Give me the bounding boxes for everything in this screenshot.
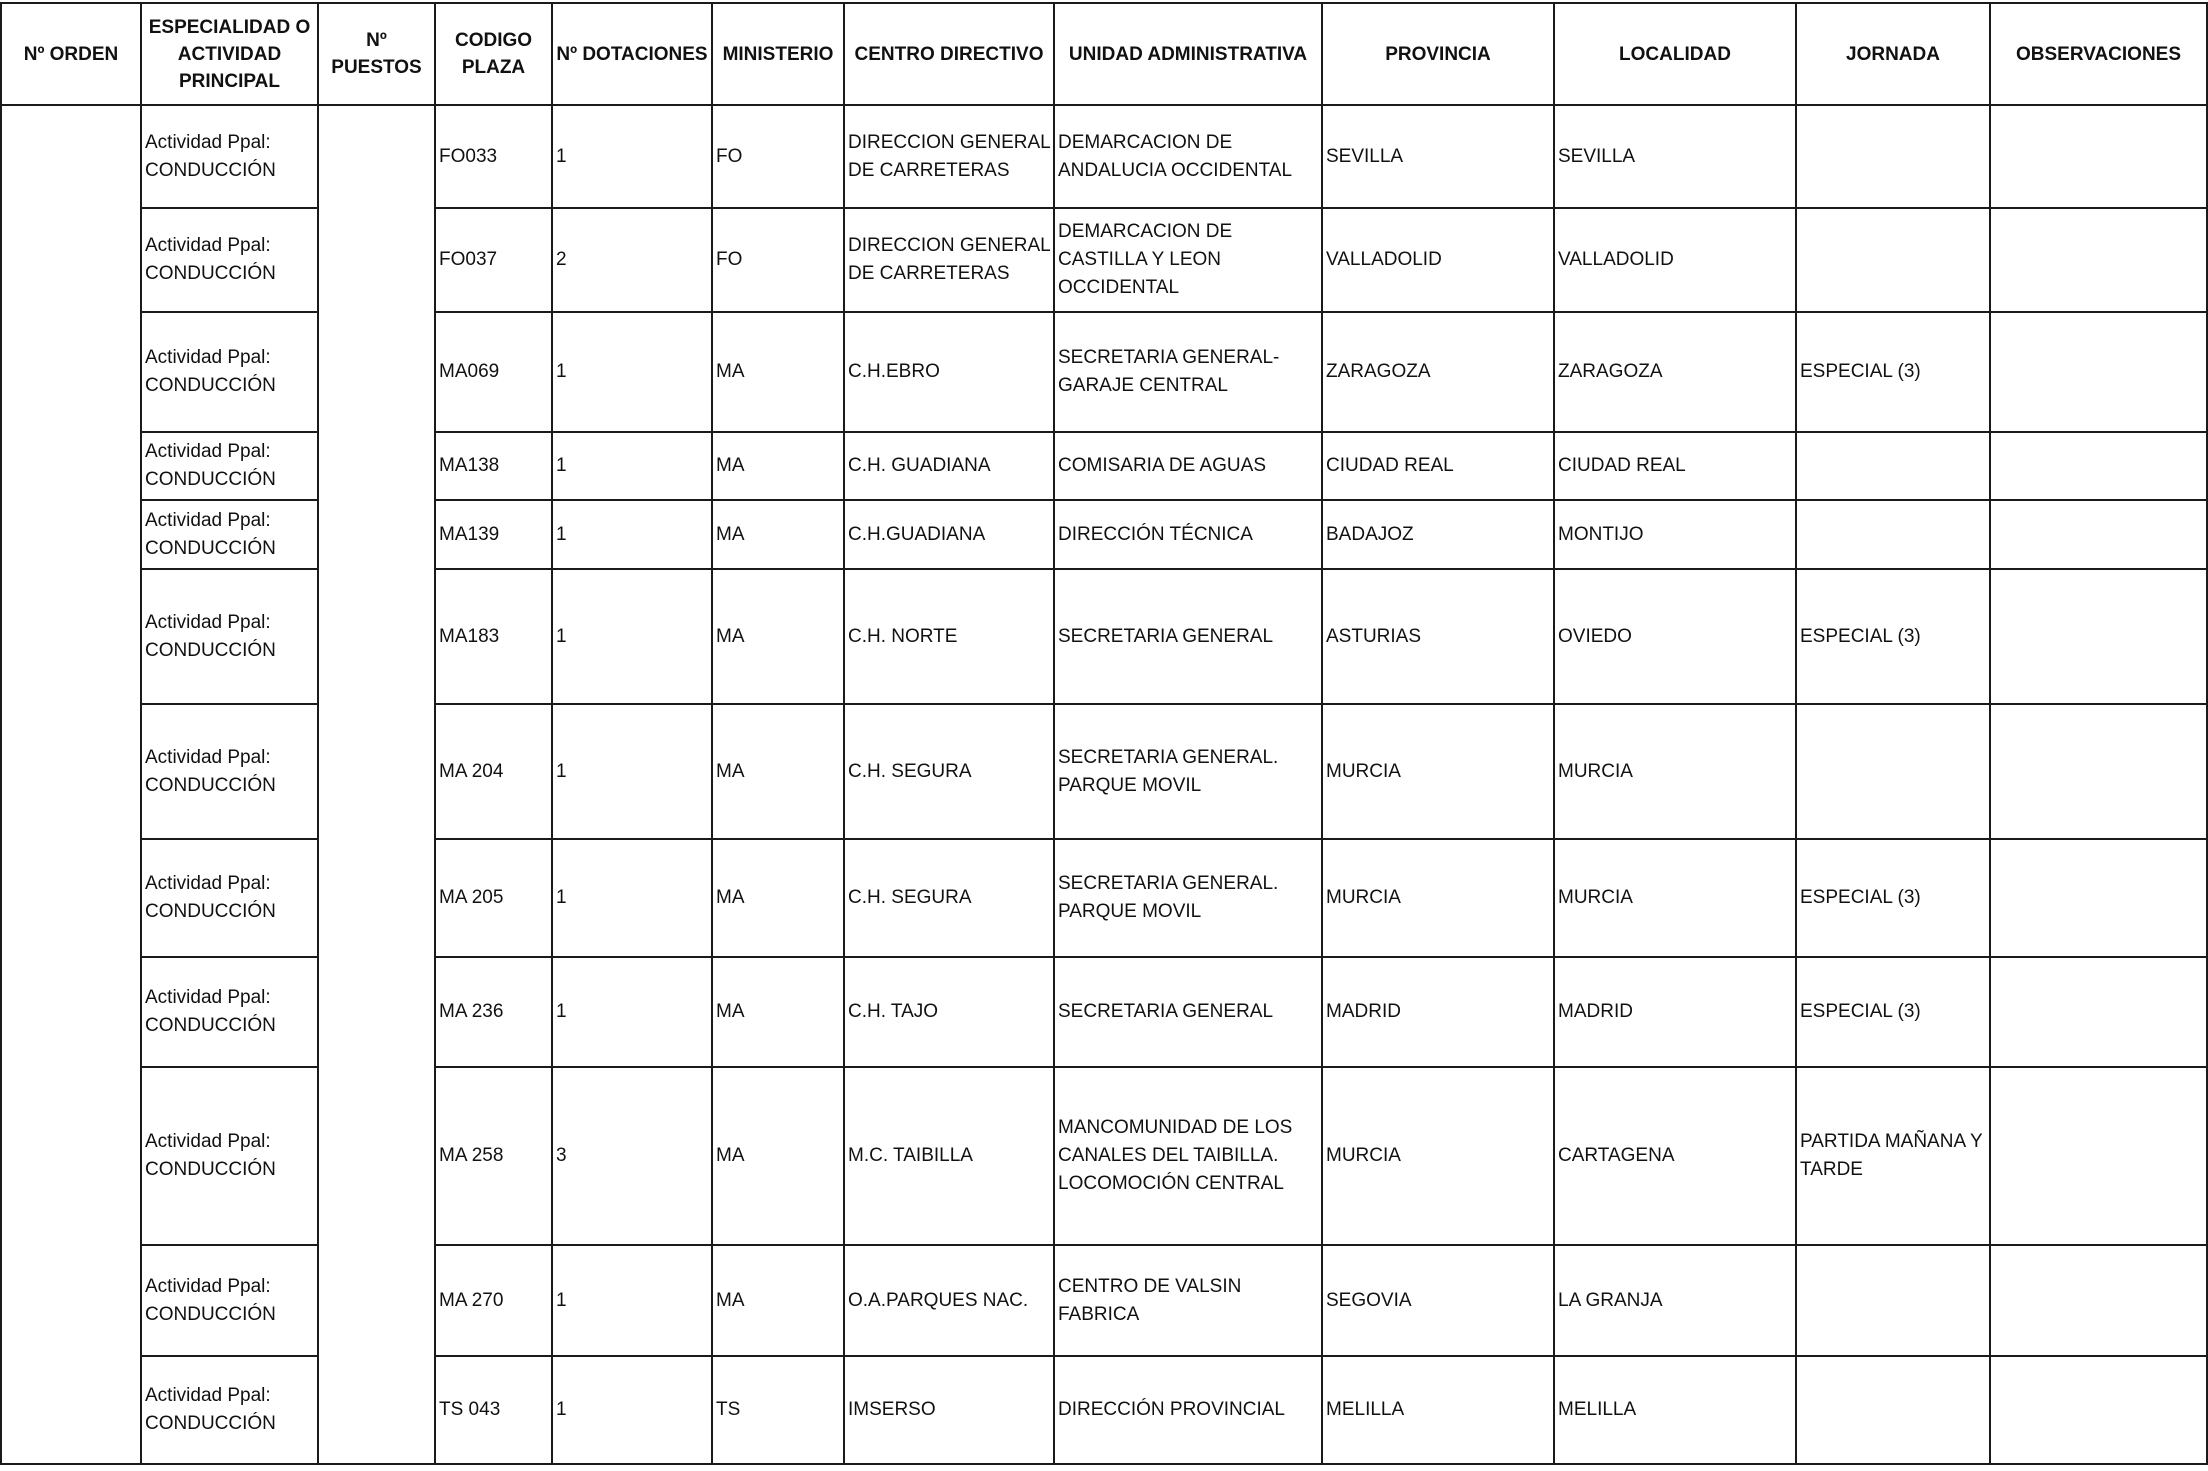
unidad-administrativa-cell: CENTRO DE VALSIN FABRICA	[1054, 1245, 1322, 1356]
centro-directivo-cell: C.H.GUADIANA	[844, 500, 1054, 569]
localidad-cell: MONTIJO	[1554, 500, 1796, 569]
centro-directivo-cell: DIRECCION GENERAL DE CARRETERAS	[844, 105, 1054, 208]
observaciones-cell	[1990, 957, 2207, 1067]
provincia-cell: ASTURIAS	[1322, 569, 1554, 704]
dotaciones-cell: 1	[552, 704, 712, 839]
dotaciones-cell: 2	[552, 208, 712, 312]
jornada-cell	[1796, 208, 1990, 312]
provincia-cell: MURCIA	[1322, 704, 1554, 839]
jornada-cell: PARTIDA MAÑANA Y TARDE	[1796, 1067, 1990, 1245]
ministerio-cell: TS	[712, 1356, 844, 1464]
header-row	[1, 3, 2207, 105]
codigo-plaza-cell: MA138	[435, 432, 552, 500]
document-sheet	[0, 2, 2208, 1465]
plazas-table	[0, 2, 2208, 1465]
jornada-cell	[1796, 1356, 1990, 1464]
header-puestos: Nº PUESTOS	[318, 3, 435, 105]
unidad-administrativa-cell: COMISARIA DE AGUAS	[1054, 432, 1322, 500]
header-jornada: JORNADA	[1796, 3, 1990, 105]
dotaciones-cell: 1	[552, 569, 712, 704]
especialidad-cell: Actividad Ppal: CONDUCCIÓN	[141, 839, 318, 957]
unidad-administrativa-cell: SECRETARIA GENERAL-GARAJE CENTRAL	[1054, 312, 1322, 432]
observaciones-cell	[1990, 1356, 2207, 1464]
provincia-cell: ZARAGOZA	[1322, 312, 1554, 432]
unidad-administrativa-cell: DIRECCIÓN PROVINCIAL	[1054, 1356, 1322, 1464]
observaciones-cell	[1990, 839, 2207, 957]
provincia-cell: MURCIA	[1322, 1067, 1554, 1245]
dotaciones-cell: 1	[552, 1245, 712, 1356]
localidad-cell: SEVILLA	[1554, 105, 1796, 208]
localidad-cell: CIUDAD REAL	[1554, 432, 1796, 500]
unidad-administrativa-cell: SECRETARIA GENERAL. PARQUE MOVIL	[1054, 839, 1322, 957]
unidad-administrativa-cell: SECRETARIA GENERAL. PARQUE MOVIL	[1054, 704, 1322, 839]
centro-directivo-cell: C.H. SEGURA	[844, 839, 1054, 957]
dotaciones-cell: 1	[552, 1356, 712, 1464]
observaciones-cell	[1990, 569, 2207, 704]
ministerio-cell: FO	[712, 208, 844, 312]
jornada-cell: ESPECIAL (3)	[1796, 312, 1990, 432]
provincia-cell: MURCIA	[1322, 839, 1554, 957]
especialidad-cell: Actividad Ppal: CONDUCCIÓN	[141, 569, 318, 704]
centro-directivo-cell: M.C. TAIBILLA	[844, 1067, 1054, 1245]
jornada-cell	[1796, 704, 1990, 839]
provincia-cell: SEVILLA	[1322, 105, 1554, 208]
centro-directivo-cell: O.A.PARQUES NAC.	[844, 1245, 1054, 1356]
unidad-administrativa-cell: SECRETARIA GENERAL	[1054, 957, 1322, 1067]
table-body	[1, 105, 2207, 1464]
dotaciones-cell: 1	[552, 957, 712, 1067]
jornada-cell	[1796, 432, 1990, 500]
jornada-cell: ESPECIAL (3)	[1796, 569, 1990, 704]
especialidad-cell: Actividad Ppal: CONDUCCIÓN	[141, 105, 318, 208]
codigo-plaza-cell: MA 258	[435, 1067, 552, 1245]
especialidad-cell: Actividad Ppal: CONDUCCIÓN	[141, 1067, 318, 1245]
ministerio-cell: FO	[712, 105, 844, 208]
observaciones-cell	[1990, 208, 2207, 312]
ministerio-cell: MA	[712, 500, 844, 569]
localidad-cell: OVIEDO	[1554, 569, 1796, 704]
centro-directivo-cell: IMSERSO	[844, 1356, 1054, 1464]
localidad-cell: MADRID	[1554, 957, 1796, 1067]
codigo-plaza-cell: MA 204	[435, 704, 552, 839]
centro-directivo-cell: C.H. TAJO	[844, 957, 1054, 1067]
unidad-administrativa-cell: SECRETARIA GENERAL	[1054, 569, 1322, 704]
especialidad-cell: Actividad Ppal: CONDUCCIÓN	[141, 208, 318, 312]
especialidad-cell: Actividad Ppal: CONDUCCIÓN	[141, 1356, 318, 1464]
codigo-plaza-cell: MA183	[435, 569, 552, 704]
header-orden: Nº ORDEN	[1, 3, 141, 105]
puestos-cell	[318, 105, 435, 1464]
dotaciones-cell: 3	[552, 1067, 712, 1245]
ministerio-cell: MA	[712, 432, 844, 500]
header-observaciones: OBSERVACIONES	[1990, 3, 2207, 105]
provincia-cell: BADAJOZ	[1322, 500, 1554, 569]
dotaciones-cell: 1	[552, 839, 712, 957]
provincia-cell: SEGOVIA	[1322, 1245, 1554, 1356]
ministerio-cell: MA	[712, 1067, 844, 1245]
localidad-cell: MELILLA	[1554, 1356, 1796, 1464]
centro-directivo-cell: DIRECCION GENERAL DE CARRETERAS	[844, 208, 1054, 312]
ministerio-cell: MA	[712, 839, 844, 957]
header-unidad-administrativa: UNIDAD ADMINISTRATIVA	[1054, 3, 1322, 105]
codigo-plaza-cell: TS 043	[435, 1356, 552, 1464]
jornada-cell	[1796, 500, 1990, 569]
especialidad-cell: Actividad Ppal: CONDUCCIÓN	[141, 312, 318, 432]
unidad-administrativa-cell: MANCOMUNIDAD DE LOS CANALES DEL TAIBILLA. LOCOMOCIÓN CENTRAL	[1054, 1067, 1322, 1245]
orden-cell	[1, 105, 141, 1464]
especialidad-cell: Actividad Ppal: CONDUCCIÓN	[141, 704, 318, 839]
localidad-cell: MURCIA	[1554, 839, 1796, 957]
especialidad-cell: Actividad Ppal: CONDUCCIÓN	[141, 500, 318, 569]
header-localidad: LOCALIDAD	[1554, 3, 1796, 105]
provincia-cell: MELILLA	[1322, 1356, 1554, 1464]
centro-directivo-cell: C.H. SEGURA	[844, 704, 1054, 839]
localidad-cell: LA GRANJA	[1554, 1245, 1796, 1356]
codigo-plaza-cell: MA 205	[435, 839, 552, 957]
header-centro-directivo: CENTRO DIRECTIVO	[844, 3, 1054, 105]
codigo-plaza-cell: MA139	[435, 500, 552, 569]
unidad-administrativa-cell: DEMARCACION DE ANDALUCIA OCCIDENTAL	[1054, 105, 1322, 208]
localidad-cell: ZARAGOZA	[1554, 312, 1796, 432]
codigo-plaza-cell: MA069	[435, 312, 552, 432]
provincia-cell: MADRID	[1322, 957, 1554, 1067]
jornada-cell	[1796, 1245, 1990, 1356]
ministerio-cell: MA	[712, 312, 844, 432]
jornada-cell: ESPECIAL (3)	[1796, 957, 1990, 1067]
header-provincia: PROVINCIA	[1322, 3, 1554, 105]
provincia-cell: CIUDAD REAL	[1322, 432, 1554, 500]
dotaciones-cell: 1	[552, 432, 712, 500]
ministerio-cell: MA	[712, 957, 844, 1067]
observaciones-cell	[1990, 105, 2207, 208]
ministerio-cell: MA	[712, 704, 844, 839]
observaciones-cell	[1990, 1245, 2207, 1356]
jornada-cell	[1796, 105, 1990, 208]
dotaciones-cell: 1	[552, 500, 712, 569]
especialidad-cell: Actividad Ppal: CONDUCCIÓN	[141, 432, 318, 500]
header-dotaciones: Nº DOTACIONES	[552, 3, 712, 105]
codigo-plaza-cell: FO033	[435, 105, 552, 208]
table-row	[1, 105, 2207, 208]
jornada-cell: ESPECIAL (3)	[1796, 839, 1990, 957]
localidad-cell: MURCIA	[1554, 704, 1796, 839]
observaciones-cell	[1990, 704, 2207, 839]
unidad-administrativa-cell: DIRECCIÓN TÉCNICA	[1054, 500, 1322, 569]
localidad-cell: VALLADOLID	[1554, 208, 1796, 312]
observaciones-cell	[1990, 1067, 2207, 1245]
dotaciones-cell: 1	[552, 312, 712, 432]
ministerio-cell: MA	[712, 1245, 844, 1356]
dotaciones-cell: 1	[552, 105, 712, 208]
centro-directivo-cell: C.H.EBRO	[844, 312, 1054, 432]
localidad-cell: CARTAGENA	[1554, 1067, 1796, 1245]
centro-directivo-cell: C.H. GUADIANA	[844, 432, 1054, 500]
codigo-plaza-cell: FO037	[435, 208, 552, 312]
especialidad-cell: Actividad Ppal: CONDUCCIÓN	[141, 957, 318, 1067]
observaciones-cell	[1990, 432, 2207, 500]
observaciones-cell	[1990, 312, 2207, 432]
centro-directivo-cell: C.H. NORTE	[844, 569, 1054, 704]
unidad-administrativa-cell: DEMARCACION DE CASTILLA Y LEON OCCIDENTAL	[1054, 208, 1322, 312]
ministerio-cell: MA	[712, 569, 844, 704]
header-codigo-plaza: CODIGO PLAZA	[435, 3, 552, 105]
header-ministerio: MINISTERIO	[712, 3, 844, 105]
codigo-plaza-cell: MA 236	[435, 957, 552, 1067]
observaciones-cell	[1990, 500, 2207, 569]
header-especialidad: ESPECIALIDAD O ACTIVIDAD PRINCIPAL	[141, 3, 318, 105]
provincia-cell: VALLADOLID	[1322, 208, 1554, 312]
codigo-plaza-cell: MA 270	[435, 1245, 552, 1356]
especialidad-cell: Actividad Ppal: CONDUCCIÓN	[141, 1245, 318, 1356]
